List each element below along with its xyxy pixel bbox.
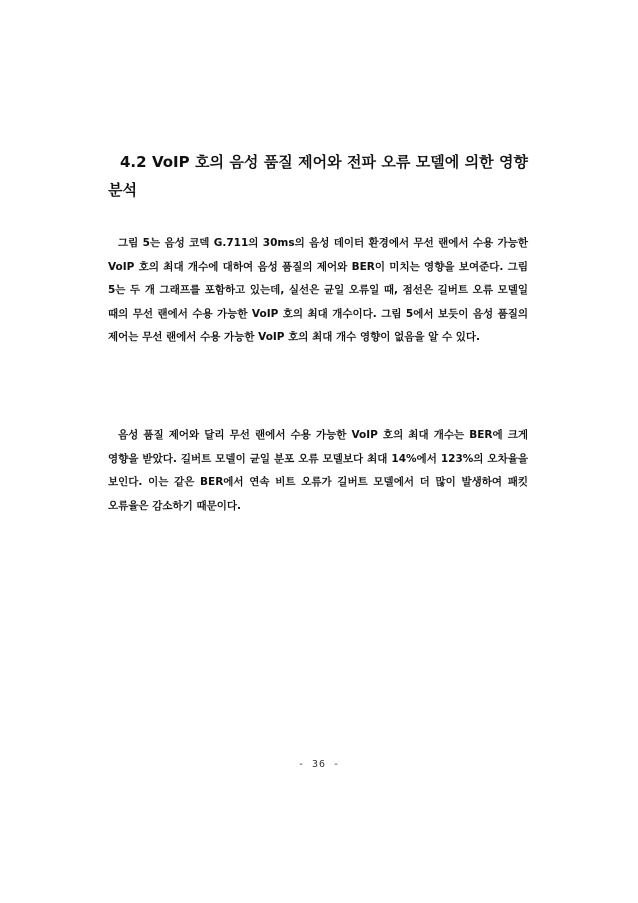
section-heading-text: 4.2 VoIP 호의 음성 품질 제어와 전파 오류 모델에 의한 영향 분석 [108, 153, 528, 199]
paragraph-2-text: 음성 품질 제어와 달리 무선 랜에서 수용 가능한 VoIP 호의 최대 개수는 BER에 크게 영향을 받았다. 길버트 모델이 균일 분포 오류 모델보다 최대 14%에서 123%의 오차율을 보인다. 이는 같은 BER에서 연속 비트 오류가 길버트 모델에서 더 많이 발생하여 패킷 오류율은 감소하기 때문이다. [108, 429, 528, 512]
paragraph-1-text: 그림 5는 음성 코덱 G.711의 30ms의 음성 데이터 환경에서 무선 랜에서 수용 가능한 VoIP 호의 최대 개수에 대하여 음성 품질의 제어와 BER이 미치는 영향을 보여준다. 그림 5는 두 개 그래프를 포함하고 있는데, 실선은 균일 오류일 때, 점선은 길버트 오류 모델일 때의 무선 랜에서 수용 가능한 VoIP 호의 최대 개수이다. 그림 5에서 보듯이 음성 품질의 제어는 무선 랜에서 수용 가능한 VoIP 호의 최대 개수 영향이 없음을 알 수 있다. [108, 237, 528, 344]
paragraph-2 [108, 424, 528, 518]
paragraph-1 [108, 232, 528, 350]
section-heading [108, 148, 528, 204]
page-number: - 36 - [297, 759, 341, 770]
